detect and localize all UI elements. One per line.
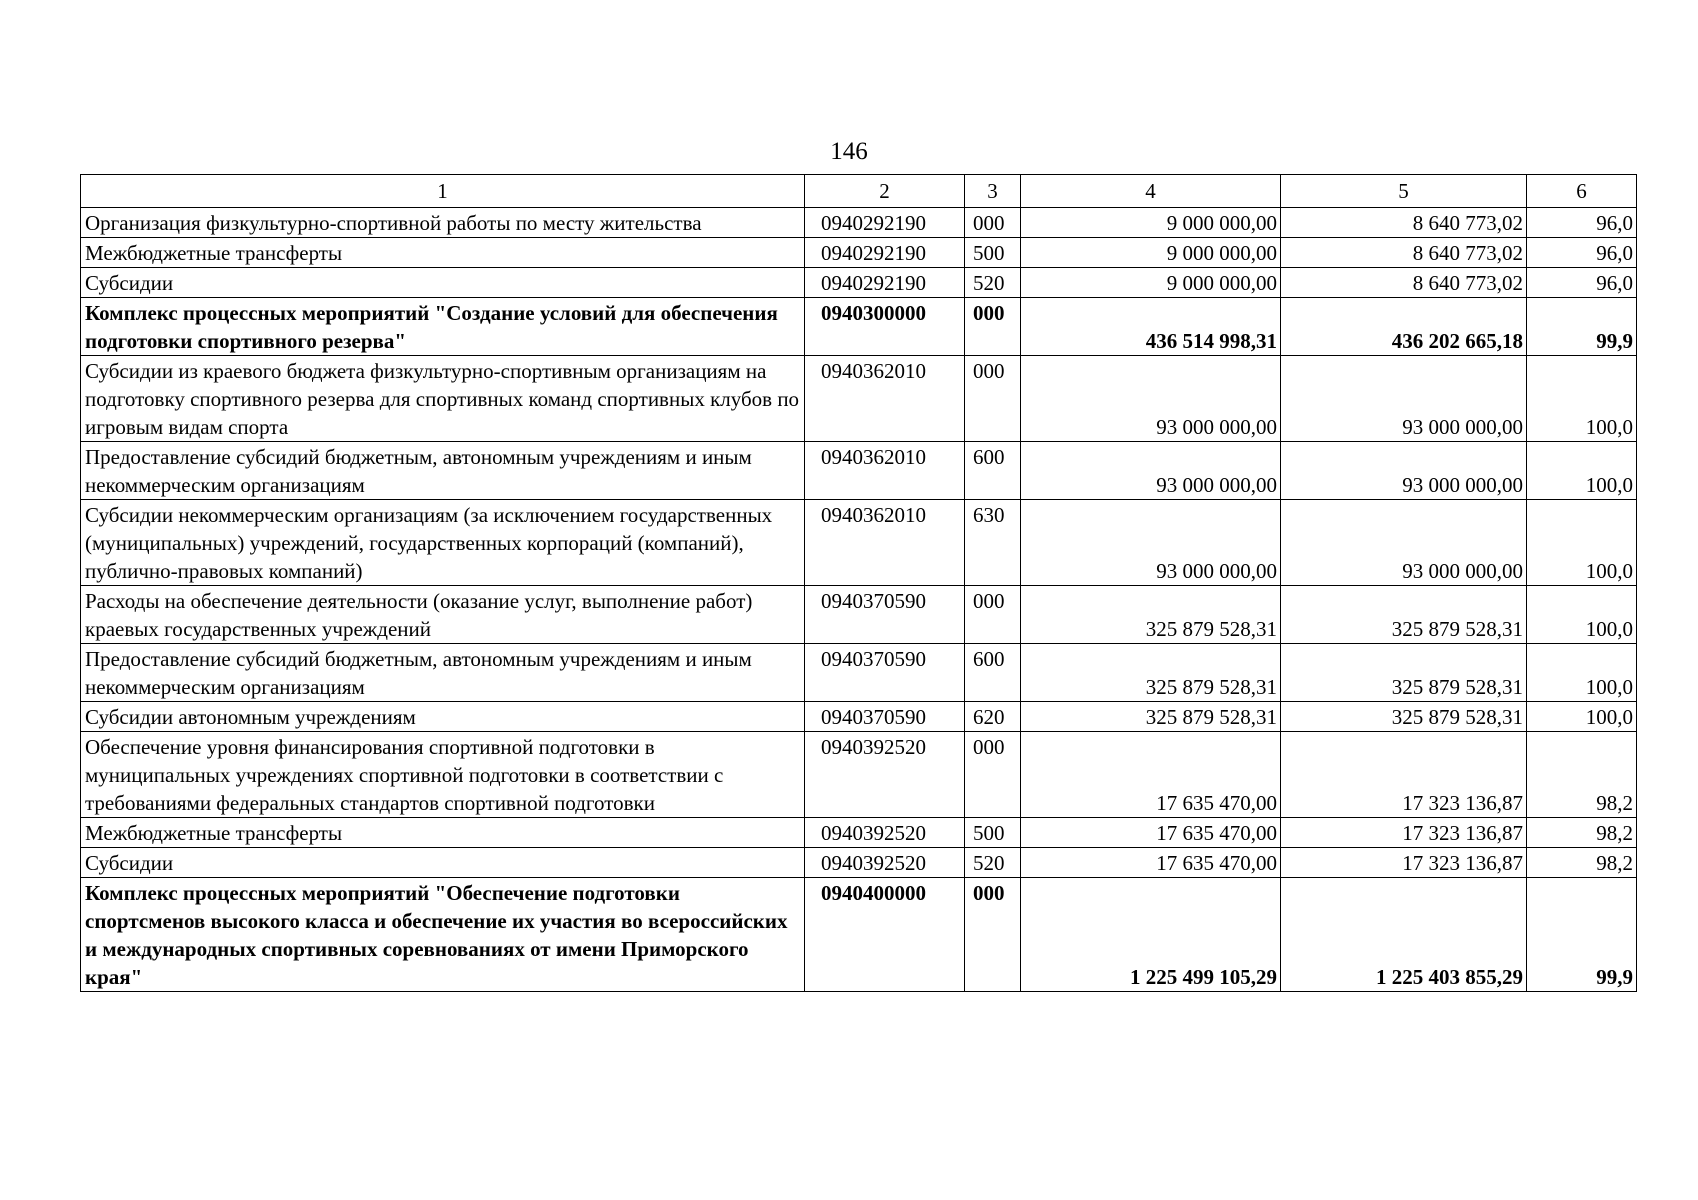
table-row xyxy=(81,848,1637,878)
expense-type-cell: 600 xyxy=(965,442,1021,500)
execution-percent-cell: 100,0 xyxy=(1527,442,1637,500)
table-row xyxy=(81,238,1637,268)
column-header-6: 6 xyxy=(1527,175,1637,208)
execution-percent-cell: 100,0 xyxy=(1527,644,1637,702)
expense-name-cell: Обеспечение уровня финансирования спортивной подготовки в муниципальных учреждениях спортивной подготовки в соответствии с требованиями федеральных стандартов спортивной подготовки xyxy=(81,732,805,818)
planned-amount-cell: 9 000 000,00 xyxy=(1021,238,1281,268)
expense-type-cell: 630 xyxy=(965,500,1021,586)
target-code-cell: 0940370590 xyxy=(805,586,965,644)
target-code-cell: 0940292190 xyxy=(805,238,965,268)
expense-type-cell: 500 xyxy=(965,818,1021,848)
target-code-cell: 0940362010 xyxy=(805,500,965,586)
target-code-cell: 0940370590 xyxy=(805,644,965,702)
actual-amount-cell: 436 202 665,18 xyxy=(1281,298,1527,356)
table-row xyxy=(81,586,1637,644)
target-code-cell: 0940362010 xyxy=(805,442,965,500)
expense-name-cell: Организация физкультурно-спортивной работы по месту жительства xyxy=(81,208,805,238)
actual-amount-cell: 17 323 136,87 xyxy=(1281,818,1527,848)
planned-amount-cell: 93 000 000,00 xyxy=(1021,442,1281,500)
expense-type-cell: 000 xyxy=(965,732,1021,818)
expense-type-cell: 520 xyxy=(965,848,1021,878)
execution-percent-cell: 96,0 xyxy=(1527,268,1637,298)
actual-amount-cell: 8 640 773,02 xyxy=(1281,208,1527,238)
actual-amount-cell: 325 879 528,31 xyxy=(1281,586,1527,644)
expense-name-cell: Комплекс процессных мероприятий "Создание условий для обеспечения подготовки спортивного резерва" xyxy=(81,298,805,356)
table-row xyxy=(81,732,1637,818)
expense-type-cell: 000 xyxy=(965,356,1021,442)
column-header-1: 1 xyxy=(81,175,805,208)
planned-amount-cell: 17 635 470,00 xyxy=(1021,732,1281,818)
execution-percent-cell: 100,0 xyxy=(1527,586,1637,644)
expense-type-cell: 620 xyxy=(965,702,1021,732)
column-header-2: 2 xyxy=(805,175,965,208)
execution-percent-cell: 99,9 xyxy=(1527,298,1637,356)
actual-amount-cell: 325 879 528,31 xyxy=(1281,702,1527,732)
execution-percent-cell: 100,0 xyxy=(1527,500,1637,586)
expense-name-cell: Субсидии из краевого бюджета физкультурно-спортивным организациям на подготовку спортивного резерва для спортивных команд спортивных клубов по игровым видам спорта xyxy=(81,356,805,442)
planned-amount-cell: 17 635 470,00 xyxy=(1021,848,1281,878)
table-row xyxy=(81,702,1637,732)
budget-execution-table xyxy=(80,174,1637,992)
expense-name-cell: Межбюджетные трансферты xyxy=(81,238,805,268)
column-header-5: 5 xyxy=(1281,175,1527,208)
column-header-4: 4 xyxy=(1021,175,1281,208)
target-code-cell: 0940392520 xyxy=(805,848,965,878)
planned-amount-cell: 93 000 000,00 xyxy=(1021,500,1281,586)
table-row xyxy=(81,878,1637,992)
execution-percent-cell: 96,0 xyxy=(1527,208,1637,238)
execution-percent-cell: 98,2 xyxy=(1527,732,1637,818)
expense-type-cell: 000 xyxy=(965,586,1021,644)
planned-amount-cell: 436 514 998,31 xyxy=(1021,298,1281,356)
table-row xyxy=(81,500,1637,586)
planned-amount-cell: 325 879 528,31 xyxy=(1021,644,1281,702)
expense-name-cell: Межбюджетные трансферты xyxy=(81,818,805,848)
actual-amount-cell: 8 640 773,02 xyxy=(1281,268,1527,298)
expense-type-cell: 000 xyxy=(965,298,1021,356)
execution-percent-cell: 98,2 xyxy=(1527,848,1637,878)
target-code-cell: 0940300000 xyxy=(805,298,965,356)
target-code-cell: 0940292190 xyxy=(805,268,965,298)
planned-amount-cell: 93 000 000,00 xyxy=(1021,356,1281,442)
expense-name-cell: Субсидии автономным учреждениям xyxy=(81,702,805,732)
expense-name-cell: Субсидии xyxy=(81,268,805,298)
planned-amount-cell: 9 000 000,00 xyxy=(1021,208,1281,238)
execution-percent-cell: 100,0 xyxy=(1527,702,1637,732)
table-row xyxy=(81,644,1637,702)
target-code-cell: 0940292190 xyxy=(805,208,965,238)
expense-type-cell: 000 xyxy=(965,878,1021,992)
execution-percent-cell: 96,0 xyxy=(1527,238,1637,268)
actual-amount-cell: 17 323 136,87 xyxy=(1281,732,1527,818)
planned-amount-cell: 325 879 528,31 xyxy=(1021,586,1281,644)
execution-percent-cell: 100,0 xyxy=(1527,356,1637,442)
expense-type-cell: 520 xyxy=(965,268,1021,298)
expense-type-cell: 600 xyxy=(965,644,1021,702)
actual-amount-cell: 17 323 136,87 xyxy=(1281,848,1527,878)
planned-amount-cell: 1 225 499 105,29 xyxy=(1021,878,1281,992)
table-row xyxy=(81,442,1637,500)
target-code-cell: 0940370590 xyxy=(805,702,965,732)
actual-amount-cell: 325 879 528,31 xyxy=(1281,644,1527,702)
table-row xyxy=(81,268,1637,298)
target-code-cell: 0940400000 xyxy=(805,878,965,992)
table-header-row xyxy=(81,175,1637,208)
planned-amount-cell: 9 000 000,00 xyxy=(1021,268,1281,298)
actual-amount-cell: 8 640 773,02 xyxy=(1281,238,1527,268)
actual-amount-cell: 1 225 403 855,29 xyxy=(1281,878,1527,992)
actual-amount-cell: 93 000 000,00 xyxy=(1281,442,1527,500)
target-code-cell: 0940362010 xyxy=(805,356,965,442)
actual-amount-cell: 93 000 000,00 xyxy=(1281,500,1527,586)
column-header-3: 3 xyxy=(965,175,1021,208)
expense-name-cell: Субсидии некоммерческим организациям (за исключением государственных (муниципальных) учреждений, государственных корпораций (компаний), публично-правовых компаний) xyxy=(81,500,805,586)
actual-amount-cell: 93 000 000,00 xyxy=(1281,356,1527,442)
planned-amount-cell: 325 879 528,31 xyxy=(1021,702,1281,732)
expense-name-cell: Комплекс процессных мероприятий "Обеспечение подготовки спортсменов высокого класса и обеспечение их участия во всероссийских и международных спортивных соревнованиях от имени Приморского края" xyxy=(81,878,805,992)
target-code-cell: 0940392520 xyxy=(805,818,965,848)
table-row xyxy=(81,208,1637,238)
expense-name-cell: Предоставление субсидий бюджетным, автономным учреждениям и иным некоммерческим организациям xyxy=(81,644,805,702)
target-code-cell: 0940392520 xyxy=(805,732,965,818)
planned-amount-cell: 17 635 470,00 xyxy=(1021,818,1281,848)
expense-name-cell: Предоставление субсидий бюджетным, автономным учреждениям и иным некоммерческим организациям xyxy=(81,442,805,500)
page-number: 146 xyxy=(830,138,868,165)
expense-name-cell: Расходы на обеспечение деятельности (оказание услуг, выполнение работ) краевых государственных учреждений xyxy=(81,586,805,644)
table-row xyxy=(81,356,1637,442)
table-row xyxy=(81,818,1637,848)
expense-type-cell: 500 xyxy=(965,238,1021,268)
execution-percent-cell: 99,9 xyxy=(1527,878,1637,992)
expense-name-cell: Субсидии xyxy=(81,848,805,878)
execution-percent-cell: 98,2 xyxy=(1527,818,1637,848)
expense-type-cell: 000 xyxy=(965,208,1021,238)
table-row xyxy=(81,298,1637,356)
